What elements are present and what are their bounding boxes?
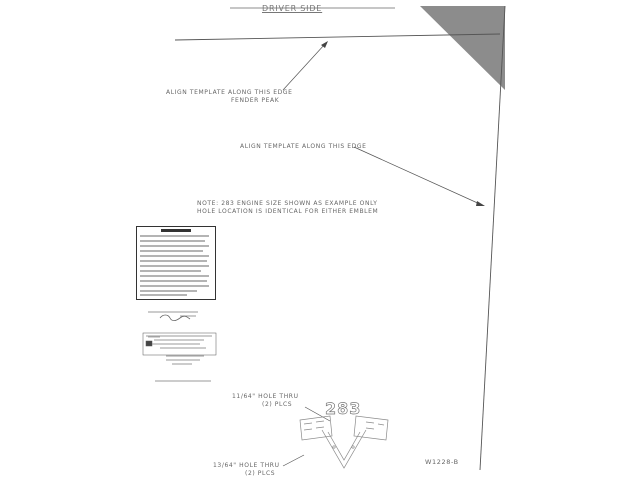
emblem-outline (300, 416, 388, 468)
fender-leader-line (283, 44, 325, 90)
hole-bottom-line1: 13/64" HOLE THRU (213, 462, 280, 469)
corner-shaded-region (420, 6, 505, 90)
driver-side-title: DRIVER SIDE (262, 4, 323, 13)
disclaimer-box (136, 226, 216, 300)
hole-bottom-leader (283, 455, 304, 466)
hole-bottom-line2: (2) PLCS (245, 470, 276, 477)
fender-note-line1: ALIGN TEMPLATE ALONG THIS EDGE (166, 89, 293, 96)
disclaimer-fine-print-graphic (137, 227, 215, 299)
hole-top-line1: 11/64" HOLE THRU (232, 393, 299, 400)
part-number: W1228-B (425, 458, 459, 466)
hole-top-line2: (2) PLCS (262, 401, 293, 408)
edge-note: ALIGN TEMPLATE ALONG THIS EDGE (240, 143, 367, 150)
edge-leader-arrow (476, 201, 485, 206)
license-block (140, 310, 220, 370)
fender-peak-line (175, 34, 500, 40)
emblem-number: 283 (325, 399, 362, 418)
footer-fine-print (155, 368, 215, 372)
fender-note-line2: FENDER PEAK (231, 97, 280, 104)
footer-fine-print-graphic (155, 379, 215, 383)
edge-leader-line (354, 147, 482, 205)
engine-note-line1: NOTE: 283 ENGINE SIZE SHOWN AS EXAMPLE ONLY (197, 200, 378, 207)
license-fine-print-graphic (140, 310, 220, 370)
engine-note-line2: HOLE LOCATION IS IDENTICAL FOR EITHER EMBLEM (197, 208, 379, 215)
